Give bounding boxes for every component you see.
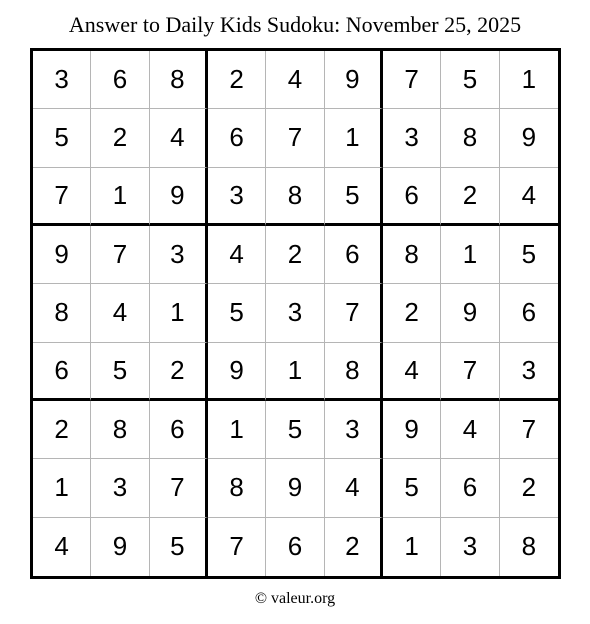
sudoku-cell: 1 bbox=[150, 284, 208, 342]
sudoku-cell: 9 bbox=[33, 226, 91, 284]
sudoku-cell: 2 bbox=[500, 459, 558, 517]
sudoku-cell: 1 bbox=[33, 459, 91, 517]
sudoku-cell: 7 bbox=[266, 109, 324, 167]
sudoku-cell: 7 bbox=[325, 284, 383, 342]
sudoku-cell: 8 bbox=[150, 51, 208, 109]
sudoku-cell: 9 bbox=[150, 168, 208, 226]
sudoku-cell: 6 bbox=[33, 343, 91, 401]
sudoku-cell: 5 bbox=[325, 168, 383, 226]
sudoku-cell: 8 bbox=[266, 168, 324, 226]
copyright-footer: © valeur.org bbox=[254, 590, 336, 607]
sudoku-cell: 5 bbox=[383, 459, 441, 517]
sudoku-cell: 5 bbox=[33, 109, 91, 167]
sudoku-cell: 9 bbox=[208, 343, 266, 401]
sudoku-cell: 3 bbox=[208, 168, 266, 226]
sudoku-cell: 6 bbox=[208, 109, 266, 167]
sudoku-cell: 6 bbox=[500, 284, 558, 342]
sudoku-cell: 1 bbox=[266, 343, 324, 401]
sudoku-board bbox=[30, 48, 561, 579]
sudoku-cell: 1 bbox=[441, 226, 499, 284]
sudoku-cell: 4 bbox=[325, 459, 383, 517]
sudoku-cell: 4 bbox=[33, 518, 91, 576]
sudoku-cell: 7 bbox=[150, 459, 208, 517]
sudoku-cell: 1 bbox=[383, 518, 441, 576]
sudoku-cell: 4 bbox=[441, 401, 499, 459]
sudoku-cell: 5 bbox=[500, 226, 558, 284]
sudoku-cell: 7 bbox=[208, 518, 266, 576]
sudoku-cell: 6 bbox=[441, 459, 499, 517]
sudoku-cell: 3 bbox=[500, 343, 558, 401]
sudoku-cell: 8 bbox=[91, 401, 149, 459]
sudoku-cell: 1 bbox=[500, 51, 558, 109]
sudoku-cell: 8 bbox=[521, 531, 537, 562]
sudoku-cell: 1 bbox=[208, 401, 266, 459]
sudoku-cell: 4 bbox=[383, 343, 441, 401]
sudoku-cell: 2 bbox=[383, 284, 441, 342]
sudoku-cell: 3 bbox=[441, 518, 499, 576]
sudoku-cell: 3 bbox=[325, 401, 383, 459]
sudoku-cell: 5 bbox=[208, 284, 266, 342]
sudoku-cell: 7 bbox=[441, 343, 499, 401]
sudoku-cell: 7 bbox=[91, 226, 149, 284]
sudoku-cell: 6 bbox=[91, 51, 149, 109]
sudoku-cell: 5 bbox=[150, 518, 208, 576]
sudoku-cell: 9 bbox=[383, 401, 441, 459]
sudoku-cell: 4 bbox=[500, 168, 558, 226]
sudoku-cell: 5 bbox=[91, 343, 149, 401]
sudoku-cell: 3 bbox=[150, 226, 208, 284]
sudoku-cell: 2 bbox=[91, 109, 149, 167]
sudoku-cell: 9 bbox=[500, 109, 558, 167]
sudoku-cell: 4 bbox=[266, 51, 324, 109]
sudoku-cell: 9 bbox=[441, 284, 499, 342]
sudoku-cell: 6 bbox=[325, 226, 383, 284]
sudoku-cell: 3 bbox=[383, 109, 441, 167]
sudoku-cell: 3 bbox=[33, 51, 91, 109]
sudoku-cell: 2 bbox=[266, 226, 324, 284]
sudoku-cell: 8 bbox=[208, 459, 266, 517]
sudoku-cell: 4 bbox=[91, 284, 149, 342]
sudoku-cell: 3 bbox=[266, 284, 324, 342]
sudoku-cell: 7 bbox=[33, 168, 91, 226]
sudoku-cell: 7 bbox=[383, 51, 441, 109]
sudoku-cell: 6 bbox=[266, 518, 324, 576]
sudoku-cell: 8 bbox=[441, 109, 499, 167]
sudoku-cell: 2 bbox=[325, 518, 383, 576]
sudoku-cell: 3 bbox=[91, 459, 149, 517]
sudoku-cell: 2 bbox=[208, 51, 266, 109]
sudoku-cell: 7 bbox=[500, 401, 558, 459]
sudoku-cell: 9 bbox=[266, 459, 324, 517]
sudoku-cell: 6 bbox=[383, 168, 441, 226]
sudoku-cell: 9 bbox=[91, 518, 149, 576]
sudoku-cell: 8 bbox=[383, 226, 441, 284]
sudoku-cell: 5 bbox=[441, 51, 499, 109]
sudoku-cell: 1 bbox=[91, 168, 149, 226]
sudoku-cell: 8 bbox=[33, 284, 91, 342]
sudoku-cell: 4 bbox=[208, 226, 266, 284]
sudoku-cell: 5 bbox=[266, 401, 324, 459]
sudoku-cell: 2 bbox=[441, 168, 499, 226]
sudoku-cell: 9 bbox=[325, 51, 383, 109]
sudoku-cell: 2 bbox=[33, 401, 91, 459]
page-title: Answer to Daily Kids Sudoku: November 25, 2025 bbox=[68, 12, 522, 37]
sudoku-cell: 1 bbox=[325, 109, 383, 167]
sudoku-cell: 4 bbox=[150, 109, 208, 167]
sudoku-cell: 8 bbox=[325, 343, 383, 401]
sudoku-cell: 2 bbox=[150, 343, 208, 401]
sudoku-cell: 6 bbox=[150, 401, 208, 459]
